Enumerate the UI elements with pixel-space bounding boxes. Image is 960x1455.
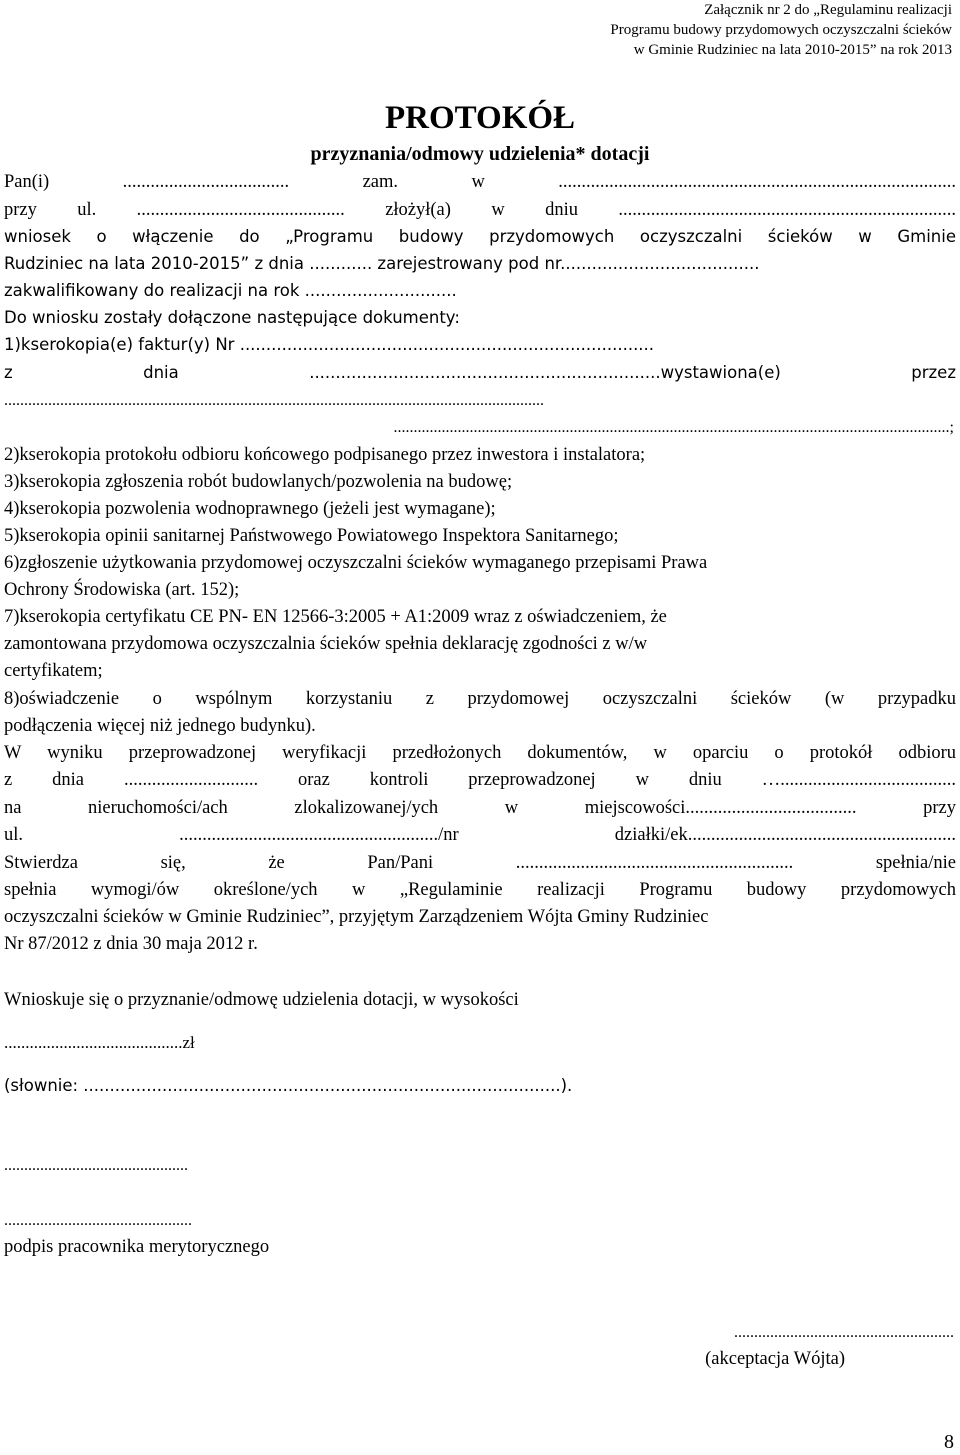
document-subtitle: przyznania/odmowy udzielenia* dotacji [310, 143, 650, 165]
signature-dots-1: .............................................. [4, 1157, 188, 1174]
header-line-1: Załącznik nr 2 do „Regulaminu realizacji [704, 2, 952, 18]
list-item-6: 6)zgłoszenie użytkowania przydomowej oczyszczalni ścieków wymaganego przepisami Prawa [4, 553, 708, 573]
list-item-2: 2)kserokopia protokołu odbioru końcowego podpisanego przez inwestora i instalatora; [4, 445, 646, 465]
document-title: PROTOKÓŁ [384, 100, 576, 136]
list-item-8-cont: podłączenia więcej niż jednego budynku). [4, 716, 316, 736]
conclusion-line: Wnioskuje się o przyznanie/odmowę udzielenia dotacji, w wysokości [4, 990, 519, 1010]
body-line-wystawiona: z dnia ...................................................................wystawiona(e) przez [4, 363, 956, 382]
body-line-zakwalifikowany: zakwalifikowany do realizacji na rok ............................. [4, 281, 457, 300]
body-line-pan: Pan(i) .................................... zam. w ...................................................................................... [4, 172, 956, 192]
body-line-dots-1: ....................................................................................................................................... [4, 392, 544, 409]
body-line-dokumenty: Do wniosku zostały dołączone następujące dokumenty: [4, 308, 460, 327]
amount-in-words-field: (słownie: ...........................................................................................). [4, 1076, 573, 1095]
list-item-6-cont: Ochrony Środowiska (art. 152); [4, 580, 240, 600]
body-line-nieruchomosc: na nieruchomości/ach zlokalizowanej/ych w miejscowości..................................... przy [4, 798, 956, 818]
list-item-7: 7)kserokopia certyfikatu CE PN- EN 12566-3:2005 + A1:2009 wraz z oświadczeniem, że [4, 607, 667, 627]
amount-field: ..........................................zł [4, 1033, 195, 1052]
body-line-wniosek: wniosek o włączenie do „Programu budowy przydomowych oczyszczalni ścieków w Gminie [4, 227, 956, 246]
signature-dots-2: ............................................... [4, 1212, 192, 1229]
list-item-7-cont-1: zamontowana przydomowa oczyszczalnia ścieków spełnia deklarację zgodności z w/w [4, 634, 648, 654]
list-item-7-cont-2: certyfikatem; [4, 661, 103, 681]
body-line-dzialka: ul. ......................................................../nr działki/ek.......................................................... [4, 825, 956, 845]
body-line-nr: Nr 87/2012 z dnia 30 maja 2012 r. [4, 934, 258, 954]
body-line-stwierdza: Stwierdza się, że Pan/Pani ............................................................ spełnia/nie [4, 853, 956, 873]
body-line-ulica: przy ul. ............................................. złożył(a) w dniu ......................................................................... [4, 200, 956, 220]
list-item-5: 5)kserokopia opinii sanitarnej Państwowego Powiatowego Inspektora Sanitarnego; [4, 526, 619, 546]
page-number: 8 [944, 1431, 954, 1453]
body-line-kontrola: z dnia ............................. oraz kontroli przeprowadzonej w dniu …...................................... [4, 770, 956, 790]
header-line-3: w Gminie Rudziniec na lata 2010-2015” na rok 2013 [633, 42, 952, 58]
list-item-4: 4)kserokopia pozwolenia wodnoprawnego (jeżeli jest wymagane); [4, 499, 496, 519]
list-item-8: 8)oświadczenie o wspólnym korzystaniu z przydomowej oczyszczalni ścieków (w przypadku [4, 689, 956, 709]
approval-dots: ....................................................... [734, 1324, 954, 1341]
body-line-rudziniec: Rudziniec na lata 2010-2015” z dnia ............ zarejestrowany pod nr...................................... [4, 254, 760, 273]
list-item-3: 3)kserokopia zgłoszenia robót budowlanych/pozwolenia na budowę; [4, 472, 513, 492]
signature-caption: podpis pracownika merytorycznego [4, 1237, 270, 1257]
approval-caption: (akceptacja Wójta) [705, 1349, 845, 1369]
body-line-zarzadzenie: oczyszczalni ścieków w Gminie Rudziniec”, przyjętym Zarządzeniem Wójta Gminy Rudziniec [4, 907, 709, 927]
body-line-faktury: 1)kserokopia(e) faktur(y) Nr ............................................................................... [4, 335, 655, 354]
header-line-2: Programu budowy przydomowych oczyszczalni ścieków [610, 22, 952, 38]
body-line-regulamin: spełnia wymogi/ów określone/ych w „Regulaminie realizacji Programu budowy przydomowych [4, 880, 956, 900]
body-line-weryfikacja: W wyniku przeprowadzonej weryfikacji przedłożonych dokumentów, w oparciu o protokół odbioru [4, 743, 956, 763]
body-line-dots-2: ...........................................................................................................................................; [393, 419, 954, 436]
